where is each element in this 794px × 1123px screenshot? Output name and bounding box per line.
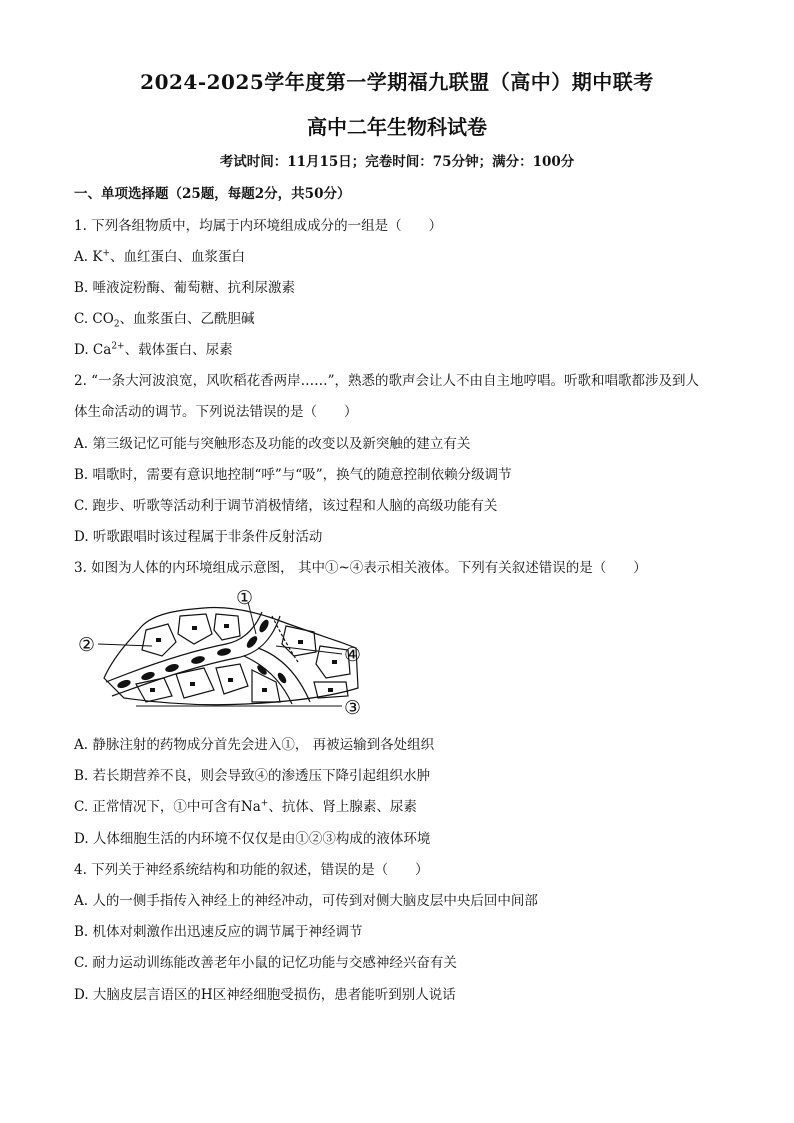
q1-option-a: A. K+、血红蛋白、血浆蛋白 [74, 248, 245, 265]
q3-option-c: C. 正常情况下，①中可含有Na+、抗体、肾上腺素、尿素 [74, 798, 417, 815]
q2-stem-line1: 2. “一条大河波浪宽，风吹稻花香两岸……”，熟悉的歌声会让人不由自主地哼唱。听歌和唱歌都涉及到人 [74, 373, 699, 389]
internal-environment-diagram [76, 586, 376, 722]
exam-title: 2024-2025学年度第一学期福九联盟（高中）期中联考 [140, 70, 654, 94]
label-1: ① [236, 587, 254, 609]
q4-option-c: C. 耐力运动训练能改善老年小鼠的记忆功能与交感神经兴奋有关 [74, 955, 457, 971]
q2-option-d: D. 听歌跟唱时该过程属于非条件反射活动 [74, 529, 323, 545]
label-4: ④ [344, 644, 362, 666]
q2-option-b: B. 唱歌时，需要有意识地控制“呼”与“吸”，换气的随意控制依赖分级调节 [74, 467, 512, 483]
nucleus [192, 626, 197, 630]
nucleus [328, 688, 333, 692]
exam-meta: 考试时间：11月15日；完卷时间：75分钟；满分：100分 [219, 154, 575, 170]
blood-cell [245, 634, 259, 649]
q1-option-b: B. 唾液淀粉酶、葡萄糖、抗利尿激素 [74, 280, 296, 296]
blood-cell [276, 671, 288, 684]
q3-option-a: A. 静脉注射的药物成分首先会进入①， 再被运输到各处组织 [74, 737, 435, 753]
tissue-outline [104, 607, 358, 704]
nucleus [224, 624, 229, 628]
q3-option-b: B. 若长期营养不良，则会导致④的渗透压下降引起组织水肿 [74, 768, 431, 784]
nucleus [156, 638, 161, 642]
nucleus [298, 640, 303, 644]
blood-cell [164, 663, 179, 674]
blood-cell [116, 678, 132, 689]
q3-stem: 3. 如图为人体的内环境组成示意图， 其中①~④表示相关液体。下列有关叙述错误的是（ ） [74, 560, 647, 576]
section-heading: 一、单项选择题（25题，每题2分，共50分） [74, 186, 351, 202]
q4-option-d: D. 大脑皮层言语区的H区神经细胞受损伤，患者能听到别人说话 [74, 987, 456, 1003]
exam-subtitle: 高中二年生物科试卷 [307, 115, 487, 139]
q2-option-a: A. 第三级记忆可能与突触形态及功能的改变以及新突触的建立有关 [74, 436, 471, 452]
q1-option-d: D. $Ca^{2+}$、载体蛋白、尿素 [74, 341, 233, 358]
capillary-branch-right [258, 648, 310, 702]
nucleus [228, 678, 233, 682]
q2-option-c: C. 跑步、听歌等活动利于调节消极情绪，该过程和人脑的高级功能有关 [74, 498, 498, 514]
nucleus [332, 660, 337, 664]
blood-cell [216, 647, 231, 657]
tissue-cell [252, 670, 280, 702]
q1-option-c: C. $CO_2$、血浆蛋白、乙酰胆碱 [74, 311, 255, 330]
blood-cell [190, 655, 205, 665]
q4-option-b: B. 机体对刺激作出迅速反应的调节属于神经调节 [74, 924, 363, 940]
label-3: ③ [344, 697, 362, 719]
blood-cell [257, 618, 270, 634]
nucleus [190, 682, 195, 686]
q4-stem: 4. 下列关于神经系统结构和功能的叙述，错误的是（ ） [74, 862, 429, 878]
nucleus [150, 688, 155, 692]
nucleus [262, 688, 267, 692]
label-2: ② [78, 634, 96, 656]
q3-option-d: D. 人体细胞生活的内环境不仅仅是由①②③构成的液体环境 [74, 831, 431, 847]
q2-stem-line2: 体生命活动的调节。下列说法错误的是（ ） [74, 404, 358, 420]
q4-option-a: A. 人的一侧手指传入神经上的神经冲动，可传到对侧大脑皮层中央后回中间部 [74, 893, 538, 909]
q1-stem: 1. 下列各组物质中，均属于内环境组成成分的一组是（ ） [74, 218, 443, 234]
